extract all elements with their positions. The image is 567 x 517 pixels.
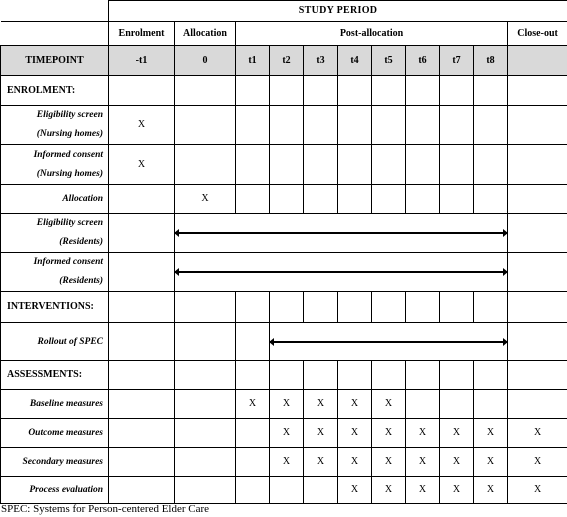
section-assessments: ASSESSMENTS: (1, 361, 109, 390)
section-enrolment: ENROLMENT: (1, 76, 109, 106)
timepoint-cell: t6 (406, 46, 440, 76)
timepoint-cell: t7 (440, 46, 474, 76)
x-mark: X (270, 419, 304, 448)
timepoint-cell (508, 46, 567, 76)
x-mark: X (474, 419, 508, 448)
timepoint-cell: t4 (338, 46, 372, 76)
x-mark: X (474, 448, 508, 477)
row-label-consent-residents: Informed consent (Residents) (1, 253, 109, 292)
x-mark: X (372, 477, 406, 504)
timepoint-cell: t3 (304, 46, 338, 76)
x-mark: X (304, 419, 338, 448)
row-label-rollout: Rollout of SPEC (1, 323, 109, 361)
timepoint-cell: t2 (270, 46, 304, 76)
row-label-outcome: Outcome measures (1, 419, 109, 448)
x-mark: X (304, 448, 338, 477)
x-mark: X (508, 477, 567, 504)
x-mark: X (372, 390, 406, 419)
x-mark: X (474, 477, 508, 504)
timepoint-cell: -t1 (109, 46, 175, 76)
phase-close-out: Close-out (508, 22, 567, 46)
row-label-eligibility-nursing-homes: Eligibility screen (Nursing homes) (1, 106, 109, 145)
x-mark: X (270, 448, 304, 477)
arrow-head-left (175, 268, 180, 276)
x-mark: X (338, 390, 372, 419)
section-interventions: INTERVENTIONS: (1, 292, 109, 323)
x-mark: X (109, 106, 175, 145)
x-mark: X (372, 448, 406, 477)
timeline-consent-residents (175, 253, 508, 292)
phase-allocation: Allocation (175, 22, 236, 46)
study-period-header: STUDY PERIOD (109, 1, 567, 22)
row-label-process: Process evaluation (1, 477, 109, 504)
timepoint-cell: t1 (236, 46, 270, 76)
arrow-head-left (270, 338, 275, 346)
phase-post-allocation: Post-allocation (236, 22, 508, 46)
timepoint-cell: t5 (372, 46, 406, 76)
corner-blank (1, 1, 109, 22)
x-mark: X (338, 477, 372, 504)
arrow-head-right (503, 338, 508, 346)
x-mark: X (236, 390, 270, 419)
x-mark: X (270, 390, 304, 419)
row-label-secondary: Secondary measures (1, 448, 109, 477)
row-label-allocation: Allocation (1, 185, 109, 214)
timeline-rollout (270, 323, 508, 361)
phase-enrolment: Enrolment (109, 22, 175, 46)
duration-arrow (175, 271, 507, 273)
timepoint-cell: t8 (474, 46, 508, 76)
arrow-head-left (175, 229, 180, 237)
duration-arrow (270, 341, 507, 343)
row-label-eligibility-residents: Eligibility screen (Residents) (1, 214, 109, 253)
timepoint-label: TIMEPOINT (1, 46, 109, 76)
footnote: SPEC: Systems for Person-centered Elder Care (1, 503, 210, 515)
x-mark: X (109, 145, 175, 185)
x-mark: X (372, 419, 406, 448)
x-mark: X (406, 448, 440, 477)
corner-blank-2 (1, 22, 109, 46)
arrow-head-right (503, 268, 508, 276)
timeline-eligibility-residents (175, 214, 508, 253)
x-mark: X (338, 448, 372, 477)
timepoint-cell: 0 (175, 46, 236, 76)
row-label-consent-nursing-homes: Informed consent (Nursing homes) (1, 145, 109, 185)
x-mark: X (338, 419, 372, 448)
x-mark: X (175, 185, 236, 214)
x-mark: X (440, 448, 474, 477)
x-mark: X (508, 448, 567, 477)
x-mark: X (406, 419, 440, 448)
arrow-head-right (503, 229, 508, 237)
x-mark: X (406, 477, 440, 504)
duration-arrow (175, 232, 507, 234)
x-mark: X (304, 390, 338, 419)
x-mark: X (508, 419, 567, 448)
row-label-baseline: Baseline measures (1, 390, 109, 419)
x-mark: X (440, 419, 474, 448)
x-mark: X (440, 477, 474, 504)
